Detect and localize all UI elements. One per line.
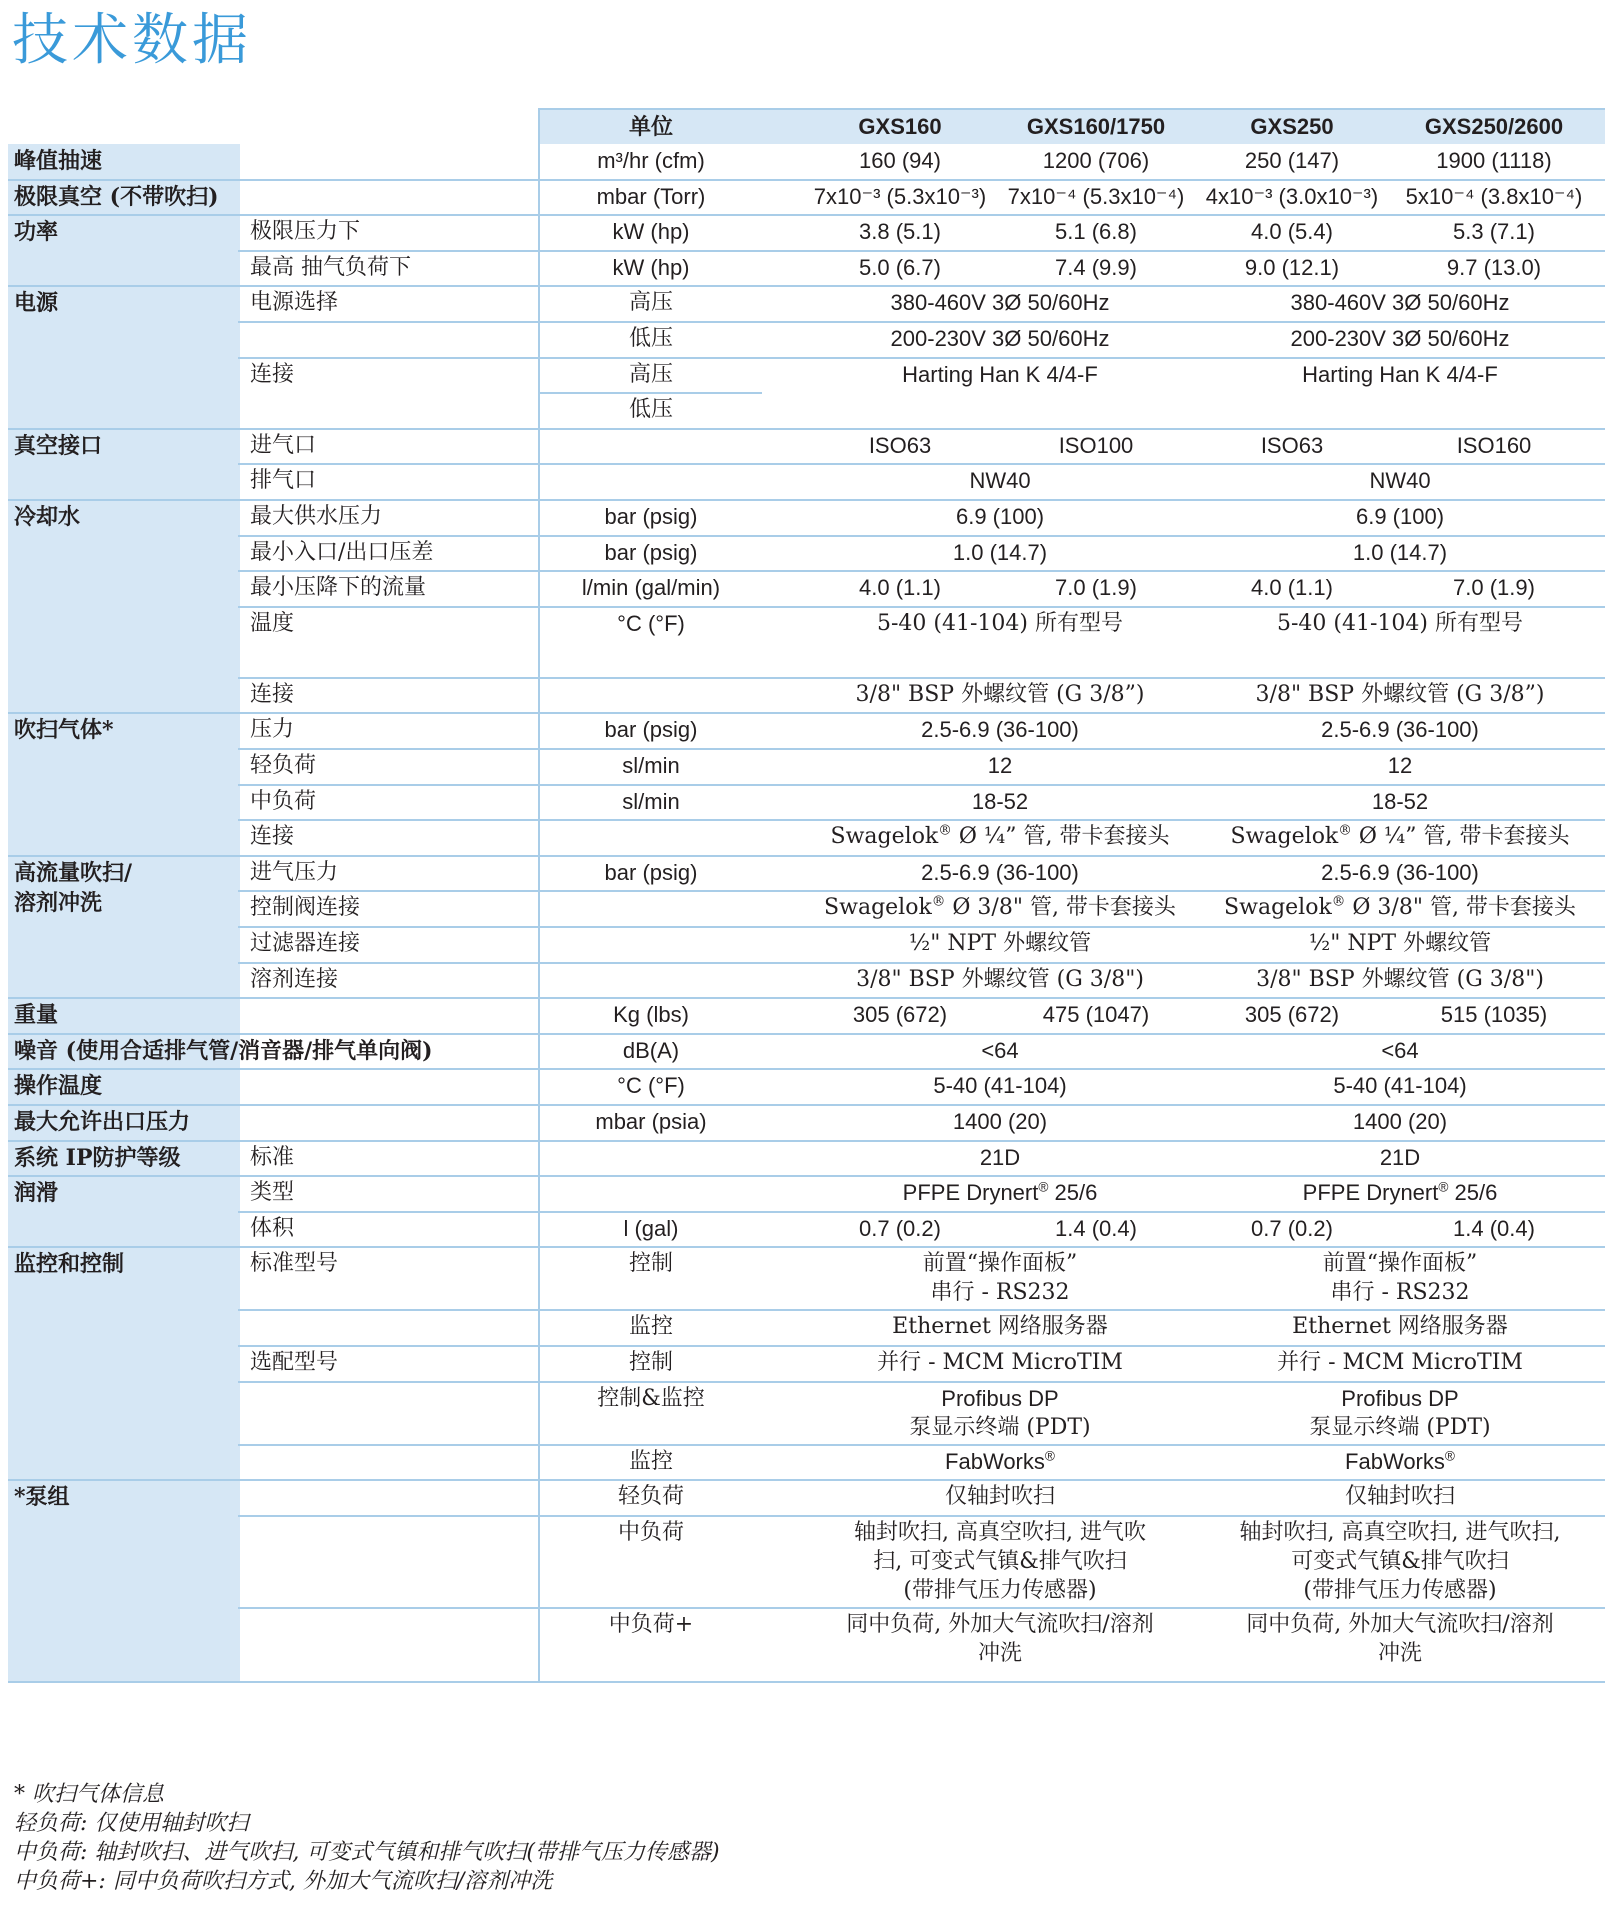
category-label: 监控和控制: [14, 1251, 125, 1278]
category-label: 冷却水: [14, 504, 81, 530]
sub-label: 连接: [250, 361, 295, 387]
row-rule: [238, 962, 1605, 964]
value-cell: ½" NPT 外螺纹管: [908, 931, 1092, 956]
unit-cell: sl/min: [622, 753, 680, 778]
value-cell: NW40: [969, 468, 1031, 494]
unit-cell: °C (°F): [617, 1073, 685, 1099]
value-cell: 1200 (706): [1042, 148, 1150, 173]
value-cell: 串行 - RS232: [1330, 1280, 1470, 1306]
sub-label: 连接: [250, 681, 295, 707]
value-cell: 5.0 (6.7): [859, 254, 941, 280]
value-cell: 7x10⁻³ (5.3x10⁻³): [813, 183, 987, 209]
value-cell: 4.0 (5.4): [1251, 219, 1333, 245]
value-cell: 305 (672): [852, 1002, 948, 1028]
unit-cell: 低压: [628, 397, 673, 423]
value-cell: Swagelok® Ø 3/8" 管, 带卡套接头: [824, 894, 1176, 921]
row-rule: [238, 321, 1605, 323]
value-cell: ½" NPT 外螺纹管: [1308, 931, 1492, 956]
row-rule: [238, 1211, 1605, 1213]
column-header: GXS160: [858, 114, 942, 139]
value-cell: FabWorks®: [1345, 1448, 1455, 1474]
sub-label: 最小压降下的流量: [250, 575, 427, 601]
unit-cell: bar (psig): [604, 717, 698, 743]
row-rule: [238, 1444, 1605, 1446]
value-cell: Harting Han K 4/4-F: [902, 361, 1098, 387]
value-cell: 5.3 (7.1): [1453, 219, 1535, 245]
column-header: GXS250/2600: [1424, 114, 1564, 139]
value-cell: Profibus DP: [1341, 1385, 1459, 1411]
row-rule: [238, 819, 1605, 821]
value-cell: <64: [981, 1037, 1019, 1063]
unit-cell: 高压: [628, 361, 673, 387]
row-rule: [238, 1607, 1605, 1609]
value-cell: <64: [1381, 1037, 1419, 1063]
footnote-medium-load-plus: 中负荷+: 同中负荷吹扫方式, 外加大气流吹扫/溶剂冲洗: [14, 1869, 553, 1894]
row-rule: [8, 1140, 1605, 1142]
sub-label: 温度: [250, 610, 295, 636]
value-cell: Ethernet 网络服务器: [1292, 1314, 1508, 1340]
value-cell: 轴封吹扫, 高真空吹扫, 进气吹扫,: [1239, 1519, 1561, 1545]
sub-label: 过滤器连接: [250, 931, 361, 956]
value-cell: 305 (672): [1244, 1002, 1340, 1028]
value-cell: 前置“操作面板”: [922, 1251, 1078, 1277]
unit-cell: l/min (gal/min): [581, 575, 721, 601]
unit-cell: 中负荷: [617, 1519, 684, 1545]
value-cell: 1900 (1118): [1436, 148, 1552, 173]
value-cell: ISO63: [868, 432, 932, 458]
value-cell: 12: [987, 753, 1013, 778]
category-label: 重量: [14, 1002, 59, 1029]
category-label: 极限真空 (不带吹扫): [14, 183, 219, 210]
value-cell: 1.0 (14.7): [1352, 539, 1448, 565]
sub-label: 连接: [250, 824, 295, 850]
sub-label: 类型: [250, 1180, 295, 1206]
value-cell: (带排气压力传感器): [1303, 1577, 1497, 1603]
sub-label: 电源选择: [250, 290, 339, 316]
row-rule: [8, 1068, 1605, 1070]
row-rule: [238, 784, 1605, 786]
value-cell: 200-230V 3Ø 50/60Hz: [1290, 326, 1510, 351]
column-header: 单位: [628, 114, 673, 140]
value-cell: 2.5-6.9 (36-100): [921, 717, 1079, 743]
footnote-purge-gas: * 吹扫气体信息: [14, 1782, 164, 1807]
value-cell: ISO100: [1058, 432, 1134, 458]
unit-cell: l (gal): [623, 1215, 679, 1241]
value-cell: 2.5-6.9 (36-100): [1321, 859, 1479, 885]
value-cell: 1.0 (14.7): [952, 539, 1048, 565]
category-label: 系统 IP防护等级: [14, 1144, 181, 1171]
value-cell: 1400 (20): [952, 1109, 1048, 1134]
unit-cell: sl/min: [622, 788, 680, 814]
unit-cell: 控制: [628, 1350, 673, 1375]
sub-label: 进气压力: [250, 859, 339, 885]
column-header: GXS250: [1250, 114, 1334, 139]
value-cell: 21D: [979, 1144, 1021, 1170]
value-cell: 0.7 (0.2): [859, 1215, 941, 1241]
value-cell: 仅轴封吹扫: [944, 1484, 1055, 1510]
footnote-light-load: 轻负荷: 仅使用轴封吹扫: [14, 1811, 249, 1836]
value-cell: 7x10⁻⁴ (5.3x10⁻⁴): [1007, 183, 1185, 209]
sub-label: 极限压力下: [250, 219, 361, 245]
row-rule: [238, 1381, 1605, 1383]
value-cell: NW40: [1369, 468, 1431, 494]
sub-label: 选配型号: [250, 1350, 339, 1375]
sub-label: 标准: [250, 1144, 295, 1170]
row-rule: [238, 214, 540, 216]
value-cell: 1.4 (0.4): [1453, 1215, 1535, 1241]
sub-label: 标准型号: [250, 1251, 339, 1277]
category-label: 噪音 (使用合适排气管/消音器/排气单向阀): [14, 1037, 433, 1064]
value-cell: 18-52: [1371, 788, 1429, 814]
value-cell: 4x10⁻³ (3.0x10⁻³): [1205, 183, 1379, 209]
row-rule: [238, 677, 1605, 679]
row-rule: [8, 1033, 1605, 1035]
row-rule: [238, 499, 540, 501]
row-rule: [238, 357, 540, 359]
value-cell: (带排气压力传感器): [903, 1577, 1097, 1603]
unit-cell: bar (psig): [604, 504, 698, 529]
unit-cell: bar (psig): [604, 859, 698, 885]
row-rule: [238, 570, 1605, 572]
sub-label: 最高 抽气负荷下: [250, 254, 411, 280]
value-cell: 7.4 (9.9): [1055, 254, 1137, 280]
value-cell: 1.4 (0.4): [1055, 1215, 1137, 1241]
row-rule: [238, 712, 540, 714]
value-cell: 5x10⁻⁴ (3.8x10⁻⁴): [1405, 183, 1583, 209]
value-cell: 515 (1035): [1440, 1002, 1548, 1028]
value-cell: 7.0 (1.9): [1453, 575, 1535, 601]
unit-cell: Kg (lbs): [613, 1002, 689, 1028]
value-cell: 380-460V 3Ø 50/60Hz: [890, 290, 1110, 316]
value-cell: 前置“操作面板”: [1322, 1251, 1478, 1277]
unit-cell: 控制&监控: [597, 1385, 705, 1411]
sub-label: 溶剂连接: [250, 966, 339, 992]
column-header: GXS160/1750: [1026, 114, 1166, 139]
row-rule: [238, 1345, 1605, 1347]
value-cell: 扫, 可变式气镇&排气吹扫: [873, 1548, 1127, 1574]
sub-label: 最大供水压力: [250, 504, 383, 529]
unit-cell: dB(A): [622, 1037, 680, 1063]
value-cell: 并行 - MCM MicroTIM: [1277, 1350, 1523, 1375]
value-cell: Ethernet 网络服务器: [892, 1314, 1108, 1340]
value-cell: Swagelok® Ø 3/8" 管, 带卡套接头: [1224, 894, 1576, 921]
value-cell: 250 (147): [1244, 148, 1340, 173]
row-rule: [540, 392, 762, 394]
value-cell: 3/8" BSP 外螺纹管 (G 3/8”): [1255, 681, 1545, 707]
category-label: 真空接口: [14, 432, 103, 459]
unit-divider: [538, 108, 540, 1682]
row-rule: [8, 1104, 1605, 1106]
value-cell: 2.5-6.9 (36-100): [1321, 717, 1479, 743]
row-rule: [238, 748, 1605, 750]
value-cell: 泵显示终端 (PDT): [909, 1414, 1091, 1440]
unit-cell: bar (psig): [604, 539, 698, 565]
row-rule: [238, 250, 1605, 252]
value-cell: 5.1 (6.8): [1055, 219, 1137, 245]
footnote-medium-load: 中负荷: 轴封吹扫、进气吹扫, 可变式气镇和排气吹扫(带排气压力传感器): [14, 1840, 720, 1865]
category-label: 溶剂冲洗: [14, 889, 103, 916]
unit-cell: 轻负荷: [617, 1484, 684, 1510]
value-cell: ISO63: [1260, 432, 1324, 458]
value-cell: 9.0 (12.1): [1244, 254, 1340, 280]
value-cell: 0.7 (0.2): [1251, 1215, 1333, 1241]
value-cell: 7.0 (1.9): [1055, 575, 1137, 601]
value-cell: 2.5-6.9 (36-100): [921, 859, 1079, 885]
sub-label: 进气口: [250, 432, 317, 458]
row-rule: [238, 926, 1605, 928]
value-cell: Swagelok® Ø ¼” 管, 带卡套接头: [830, 822, 1170, 850]
value-cell: Profibus DP: [941, 1385, 1059, 1411]
page-title: 技术数据: [12, 8, 252, 73]
row-rule: [8, 1175, 1605, 1177]
header-top-rule: [540, 108, 1605, 110]
row-rule: [238, 1515, 1605, 1517]
value-cell: 9.7 (13.0): [1446, 254, 1542, 280]
value-cell: ISO160: [1456, 432, 1532, 458]
row-rule: [8, 997, 1605, 999]
value-cell: 5-40 (41-104) 所有型号: [877, 610, 1123, 636]
unit-cell: 低压: [628, 326, 673, 351]
category-label: 润滑: [14, 1180, 59, 1207]
unit-cell: kW (hp): [612, 219, 690, 245]
row-rule: [238, 1309, 1605, 1311]
value-cell: 可变式气镇&排气吹扫: [1291, 1548, 1509, 1574]
category-label: 电源: [14, 290, 59, 317]
sub-label: 最小入口/出口压差: [250, 539, 434, 565]
value-cell: 3/8" BSP 外螺纹管 (G 3/8"): [856, 966, 1144, 992]
row-rule: [238, 606, 1605, 608]
value-cell: 6.9 (100): [955, 504, 1045, 529]
value-cell: 同中负荷, 外加大气流吹扫/溶剂: [846, 1611, 1154, 1637]
unit-cell: m³/hr (cfm): [597, 148, 705, 173]
value-cell: 5-40 (41-104): [1333, 1073, 1467, 1099]
row-rule: [238, 463, 1605, 465]
sub-label: 控制阀连接: [250, 895, 361, 921]
value-cell: 21D: [1379, 1144, 1421, 1170]
sub-label: 轻负荷: [250, 753, 317, 778]
category-label: 峰值抽速: [14, 148, 103, 174]
value-cell: 18-52: [971, 788, 1029, 814]
unit-cell: 高压: [628, 290, 673, 316]
value-cell: 3/8" BSP 外螺纹管 (G 3/8”): [855, 681, 1145, 707]
unit-cell: 中负荷+: [608, 1611, 694, 1637]
unit-cell: 控制: [628, 1251, 673, 1277]
sub-label: 体积: [250, 1215, 295, 1241]
row-rule: [238, 285, 540, 287]
unit-cell: kW (hp): [612, 254, 690, 280]
unit-cell: mbar (Torr): [596, 183, 706, 209]
category-label: 高流量吹扫/: [14, 859, 133, 886]
value-cell: 泵显示终端 (PDT): [1309, 1414, 1491, 1440]
value-cell: 冲洗: [1377, 1640, 1422, 1666]
value-cell: 仅轴封吹扫: [1344, 1484, 1455, 1510]
value-cell: 同中负荷, 外加大气流吹扫/溶剂: [1246, 1611, 1554, 1637]
value-cell: 6.9 (100): [1355, 504, 1445, 529]
value-cell: Harting Han K 4/4-F: [1302, 361, 1498, 387]
value-cell: 5-40 (41-104): [933, 1073, 1067, 1099]
value-cell: 3/8" BSP 外螺纹管 (G 3/8"): [1256, 966, 1544, 992]
value-cell: PFPE Drynert® 25/6: [902, 1179, 1098, 1206]
unit-cell: 监控: [628, 1314, 673, 1340]
value-cell: PFPE Drynert® 25/6: [1302, 1179, 1498, 1206]
row-rule: [238, 855, 540, 857]
value-cell: Swagelok® Ø ¼” 管, 带卡套接头: [1230, 822, 1570, 850]
value-cell: 轴封吹扫, 高真空吹扫, 进气吹: [854, 1519, 1146, 1545]
row-rule: [8, 1681, 1605, 1683]
value-cell: 380-460V 3Ø 50/60Hz: [1290, 290, 1510, 316]
value-cell: 并行 - MCM MicroTIM: [877, 1350, 1123, 1375]
category-label: 吹扫气体*: [14, 717, 114, 744]
sub-label: 压力: [250, 717, 295, 743]
category-label: *泵组: [14, 1484, 70, 1511]
value-cell: 冲洗: [977, 1640, 1022, 1666]
value-cell: 4.0 (1.1): [859, 575, 941, 601]
sub-label: 中负荷: [250, 788, 317, 814]
value-cell: 串行 - RS232: [930, 1280, 1070, 1306]
value-cell: 200-230V 3Ø 50/60Hz: [890, 326, 1110, 351]
value-cell: 4.0 (1.1): [1251, 575, 1333, 601]
unit-cell: 监控: [628, 1448, 673, 1474]
sub-label: 排气口: [250, 468, 317, 494]
category-label: 功率: [14, 219, 59, 246]
row-rule: [8, 1246, 1605, 1248]
row-rule: [238, 890, 1605, 892]
value-cell: 5-40 (41-104) 所有型号: [1277, 610, 1523, 636]
value-cell: 12: [1387, 753, 1413, 778]
value-cell: 160 (94): [859, 148, 941, 173]
category-label: 操作温度: [14, 1073, 103, 1100]
category-label: 最大允许出口压力: [14, 1109, 191, 1135]
row-rule: [8, 179, 1605, 181]
value-cell: 1400 (20): [1352, 1109, 1448, 1134]
unit-cell: mbar (psia): [595, 1109, 707, 1134]
unit-cell: °C (°F): [617, 610, 685, 636]
value-cell: FabWorks®: [945, 1448, 1055, 1474]
value-cell: 475 (1047): [1042, 1002, 1150, 1028]
row-rule: [238, 535, 1605, 537]
value-cell: 3.8 (5.1): [859, 219, 941, 245]
row-rule: [8, 1479, 1605, 1481]
row-rule: [238, 428, 540, 430]
